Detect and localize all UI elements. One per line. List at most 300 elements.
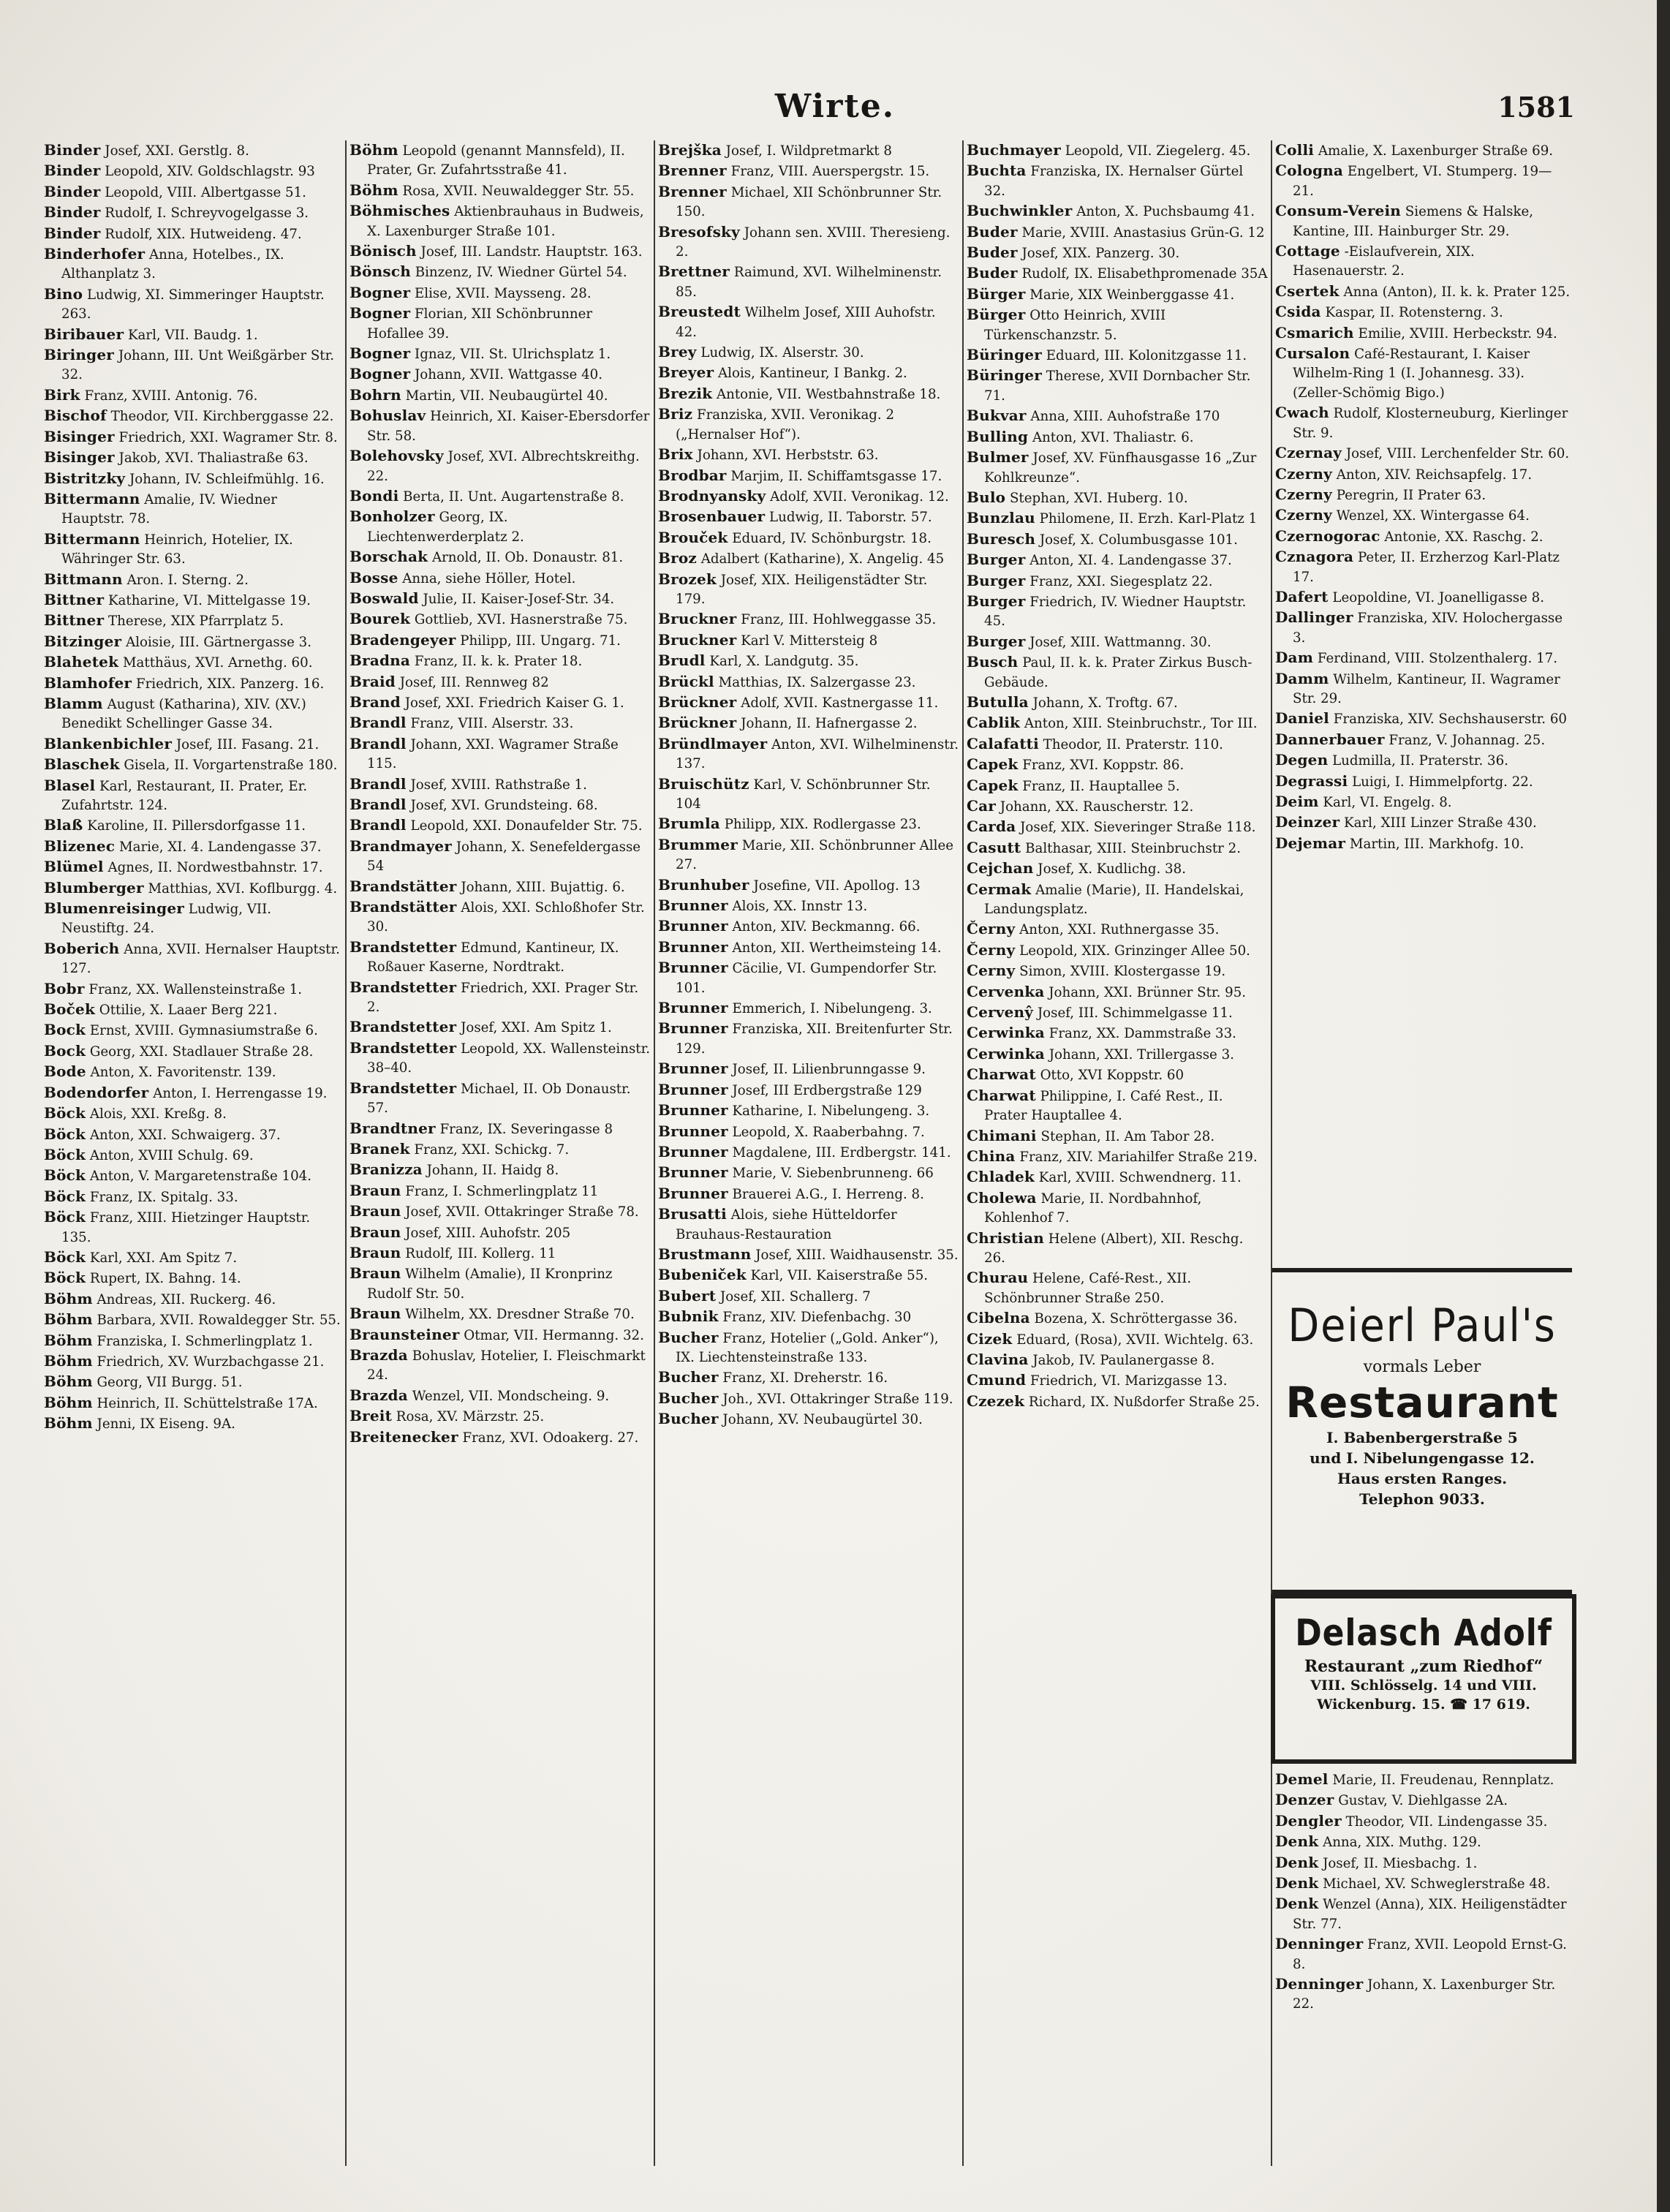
directory-entry — [44, 652, 342, 673]
entry-surname: Buder — [967, 222, 1018, 241]
directory-entry — [1275, 1811, 1572, 1832]
entry-details: Otmar, VII. Hermanng. 32. — [459, 1327, 644, 1343]
entry-details: Jenni, IX Eiseng. 9A. — [92, 1416, 235, 1432]
entry-details: Marie, XI. 4. Landengasse 37. — [115, 839, 322, 855]
directory-entry — [44, 815, 342, 836]
entry-surname: Brozek — [658, 570, 717, 588]
entry-surname: Blamhofer — [44, 673, 132, 692]
entry-surname: Brandstetter — [350, 1038, 457, 1057]
entry-surname: Bock — [44, 1041, 86, 1060]
directory-entry — [350, 1119, 651, 1139]
entry-details: Johann sen. XVIII. Theresieng. 2. — [676, 224, 951, 260]
entry-details: Ludmilla, II. Praterstr. 36. — [1328, 753, 1508, 769]
entry-surname: Brückner — [658, 714, 737, 732]
entry-details: Franz, XX. Wallensteinstraße 1. — [84, 981, 303, 997]
entry-surname: Czernogorac — [1275, 526, 1380, 545]
directory-entry — [350, 978, 651, 1018]
entry-surname: Böck — [44, 1145, 86, 1163]
entry-surname: Braun — [350, 1264, 401, 1283]
entry-surname: Bobr — [44, 979, 85, 997]
directory-entry — [1275, 792, 1572, 812]
directory-entry — [658, 384, 959, 404]
directory-entry — [44, 489, 342, 529]
entry-details: Leopold, X. Raaberbahng. 7. — [728, 1124, 925, 1140]
directory-entry — [967, 550, 1268, 570]
directory-entry — [658, 507, 959, 527]
directory-entry — [1275, 1873, 1572, 1894]
directory-entry — [44, 161, 342, 181]
entry-details: Georg, XXI. Stadlauer Straße 28. — [86, 1043, 314, 1060]
entry-details: Peter, II. Erzherzog Karl-Platz 17. — [1293, 550, 1560, 585]
entry-details: Anton, XVI. Thaliastr. 6. — [1028, 429, 1194, 445]
entry-details: Josef, XIII. Auhofstr. 205 — [401, 1225, 571, 1241]
entry-details: Karl, VII. Baudg. 1. — [124, 327, 258, 343]
entry-details: Wilhelm, Kantineur, II. Wagramer Str. 29. — [1293, 671, 1560, 706]
directory-entry — [658, 140, 959, 161]
directory-entry — [967, 880, 1268, 920]
entry-details: Franz, IX. Severingasse 8 — [435, 1121, 613, 1137]
entry-surname: Böck — [44, 1247, 86, 1266]
entry-surname: Brunner — [658, 1019, 728, 1038]
entry-details: Franz, VIII. Alserstr. 33. — [406, 716, 574, 732]
entry-surname: Bulling — [967, 427, 1029, 445]
entry-details: Alois, siehe Hütteldorfer Brauhaus-Restauration — [676, 1207, 897, 1242]
entry-details: Anton, XIII. Steinbruchstr., Tor III. — [1020, 716, 1258, 732]
directory-entry — [350, 364, 651, 385]
entry-details: Karl V. Mittersteig 8 — [736, 633, 878, 649]
entry-surname: Böck — [44, 1125, 86, 1143]
entry-surname: Churau — [967, 1269, 1029, 1287]
directory-entry — [350, 937, 651, 978]
entry-details: Josef, XXI. Am Spitz 1. — [456, 1020, 612, 1036]
entry-details: Marie, XVIII. Anastasius Grün-G. 12 — [1017, 224, 1265, 241]
entry-details: Wenzel (Anna), XIX. Heiligenstädter Str. 77. — [1293, 1897, 1567, 1932]
entry-surname: Binder — [44, 141, 101, 159]
directory-entry — [1275, 669, 1572, 709]
directory-entry — [967, 1370, 1268, 1391]
entry-details: Friedrich, XV. Wurzbachgasse 21. — [92, 1354, 325, 1370]
entry-details: Josef, II. Lilienbrunngasse 9. — [728, 1062, 926, 1078]
entry-surname: Bogner — [350, 344, 411, 363]
entry-details: Bozena, X. Schröttergasse 36. — [1029, 1311, 1238, 1327]
directory-entry — [658, 548, 959, 569]
entry-details: Josef, III. Rennweg 82 — [395, 674, 549, 690]
directory-entry — [967, 858, 1268, 879]
directory-entry — [967, 592, 1268, 632]
entry-surname: Brandl — [350, 774, 407, 793]
entry-details: Jakob, XVI. Thaliastraße 63. — [114, 450, 309, 467]
directory-entry — [658, 363, 959, 383]
entry-details: Josef, XXI. Friedrich Kaiser G. 1. — [400, 695, 624, 711]
entry-details: Karl, V. Schönbrunner Str. 104 — [676, 777, 931, 812]
entry-details: Josef, XIX. Panzerg. 30. — [1017, 246, 1180, 262]
directory-entry — [658, 937, 959, 958]
directory-entry — [1275, 587, 1572, 608]
entry-details: Friedrich, XIX. Panzerg. 16. — [132, 676, 325, 692]
entry-surname: Buder — [967, 264, 1018, 282]
directory-entry — [350, 446, 651, 486]
entry-surname: Braun — [350, 1181, 401, 1199]
entry-surname: Branek — [350, 1139, 410, 1158]
directory-entry — [967, 652, 1268, 692]
directory-entry — [967, 817, 1268, 837]
entry-surname: Charwat — [967, 1065, 1036, 1084]
directory-entry — [658, 1367, 959, 1388]
entry-surname: Cmund — [967, 1371, 1027, 1389]
entry-surname: Blankenbichler — [44, 734, 173, 752]
directory-entry — [44, 1372, 342, 1392]
entry-surname: China — [967, 1147, 1016, 1165]
entry-surname: Dengler — [1275, 1811, 1342, 1830]
directory-entry — [658, 651, 959, 671]
entry-surname: Bohrn — [350, 385, 401, 404]
entry-details: Amalie, IV. Wiedner Hauptstr. 78. — [61, 491, 277, 527]
entry-details: Stephan, II. Am Tabor 28. — [1036, 1128, 1215, 1144]
directory-column-5 — [1275, 140, 1572, 1259]
directory-entry — [44, 448, 342, 468]
entry-surname: Cwach — [1275, 404, 1329, 422]
entry-details: Franziska, IX. Hernalser Gürtel 32. — [984, 164, 1244, 199]
directory-entry — [1275, 648, 1572, 668]
entry-surname: Bresofsky — [658, 222, 740, 241]
directory-entry — [658, 445, 959, 465]
entry-details: Karl, VII. Kaiserstraße 55. — [746, 1268, 929, 1284]
entry-details: Franz, Hotelier („Gold. Anker“), IX. Liechtensteinstraße 133. — [676, 1330, 939, 1365]
directory-entry — [967, 222, 1268, 243]
entry-details: Wenzel, VII. Mondscheing. 9. — [407, 1388, 610, 1404]
entry-details: Johann, X. Laxenburger Str. 22. — [1293, 1977, 1556, 2012]
entry-details: Julie, II. Kaiser-Josef-Str. 34. — [418, 591, 615, 607]
entry-details: Anton, X. Puchsbaumg 41. — [1072, 204, 1255, 220]
entry-surname: Böck — [44, 1104, 86, 1122]
directory-entry — [967, 427, 1268, 448]
directory-entry — [350, 568, 651, 589]
entry-surname: Blaß — [44, 816, 83, 834]
entry-details: Rosa, XVII. Neuwaldegger Str. 55. — [398, 183, 635, 199]
directory-entry — [658, 1204, 959, 1245]
directory-entry — [967, 940, 1268, 961]
entry-details: Josef, XIX. Sieveringer Straße 118. — [1016, 820, 1256, 836]
entry-details: Cäcilie, VI. Gumpendorfer Str. 101. — [676, 961, 937, 996]
directory-entry — [658, 404, 959, 445]
entry-surname: Cerny — [967, 962, 1016, 980]
entry-surname: Bönisch — [350, 242, 417, 260]
entry-details: Peregrin, II Prater 63. — [1331, 487, 1486, 503]
entry-surname: Büringer — [967, 366, 1042, 385]
entry-details: Johann, II. Haidg 8. — [422, 1163, 559, 1179]
directory-entry — [967, 796, 1268, 817]
directory-entry — [967, 571, 1268, 592]
entry-surname: Czezek — [967, 1392, 1025, 1410]
entry-surname: Braunsteiner — [350, 1325, 460, 1343]
entry-details: Josef, XIII. Waidhausenstr. 35. — [751, 1247, 959, 1263]
entry-surname: Brückl — [658, 672, 714, 690]
entry-surname: Boberich — [44, 939, 120, 957]
entry-surname: Casutt — [967, 838, 1021, 856]
entry-surname: Büringer — [967, 346, 1042, 364]
entry-details: Anna, siehe Höller, Hotel. — [398, 570, 576, 586]
directory-entry — [44, 776, 342, 816]
entry-surname: Bründlmayer — [658, 734, 768, 752]
entry-surname: Bubert — [658, 1286, 717, 1305]
directory-entry — [967, 140, 1268, 161]
entry-details: Franz, XXI. Siegesplatz 22. — [1025, 573, 1213, 589]
entry-details: Aloisie, III. Gärtnergasse 3. — [121, 634, 311, 650]
directory-entry — [44, 1413, 342, 1434]
entry-surname: Bistritzky — [44, 469, 126, 487]
entry-surname: Brandl — [350, 816, 407, 834]
directory-entry — [658, 1019, 959, 1059]
entry-details: Anton, XIV. Beckmanng. 66. — [728, 919, 921, 935]
entry-surname: Brodbar — [658, 466, 727, 484]
entry-surname: Brunner — [658, 1060, 728, 1078]
entry-details: Karl, XIII Linzer Straße 430. — [1340, 815, 1537, 831]
directory-entry — [658, 262, 959, 302]
directory-entry — [658, 609, 959, 630]
entry-details: Karl, XXI. Am Spitz 7. — [86, 1250, 238, 1266]
entry-details: Balthasar, XIII. Steinbruchstr 2. — [1021, 840, 1242, 856]
entry-surname: Colli — [1275, 141, 1315, 159]
entry-surname: Brazda — [350, 1345, 408, 1364]
entry-surname: Böhm — [44, 1373, 93, 1391]
directory-entry — [658, 814, 959, 834]
entry-details: Adalbert (Katharine), X. Angelig. 45 — [696, 551, 945, 567]
entry-surname: Brandstetter — [350, 978, 457, 996]
entry-surname: Böhm — [44, 1393, 93, 1411]
directory-entry — [967, 1126, 1268, 1147]
entry-surname: Brandstetter — [350, 937, 457, 956]
entry-details: Alois, Kantineur, I Bankg. 2. — [714, 366, 907, 382]
entry-details: Bohuslav, Hotelier, I. Fleischmarkt 24. — [367, 1348, 646, 1384]
entry-surname: Cznagora — [1275, 548, 1354, 566]
ad-deierl-address-1: I. Babenbergerstraße 5 — [1326, 1429, 1518, 1446]
directory-entry — [1275, 201, 1572, 241]
entry-details: Leopold, VIII. Albertgasse 51. — [100, 184, 306, 200]
entry-details: Anton, XXI. Schwaigerg. 37. — [86, 1127, 281, 1143]
entry-details: Amalie, X. Laxenburger Straße 69. — [1314, 143, 1554, 159]
entry-details: -Eislaufverein, XIX. Hasenauerstr. 2. — [1293, 244, 1475, 279]
directory-entry — [44, 469, 342, 489]
entry-surname: Breyer — [658, 363, 714, 382]
entry-details: Johann, II. Hafnergasse 2. — [736, 716, 918, 732]
directory-entry — [658, 302, 959, 342]
entry-surname: Czernay — [1275, 444, 1342, 462]
directory-entry — [44, 1393, 342, 1413]
directory-entry — [44, 979, 342, 1000]
entry-surname: Branizza — [350, 1160, 423, 1179]
directory-entry — [44, 1247, 342, 1268]
entry-details: Marjim, II. Schiffamtsgasse 17. — [726, 468, 942, 484]
entry-surname: Cablik — [967, 714, 1021, 732]
directory-entry — [44, 590, 342, 611]
entry-surname: Dejemar — [1275, 834, 1346, 852]
entry-surname: Bogner — [350, 283, 411, 301]
directory-entry — [967, 755, 1268, 775]
entry-surname: Blumenreisinger — [44, 899, 184, 918]
directory-entry — [967, 508, 1268, 529]
entry-details: Josef, VIII. Lerchenfelder Str. 60. — [1342, 446, 1570, 462]
directory-entry — [1275, 464, 1572, 485]
entry-details: Joh., XVI. Ottakringer Straße 119. — [718, 1391, 953, 1407]
entry-details: Amalie (Marie), II. Handelskai, Landungsplatz. — [984, 882, 1244, 918]
entry-details: Karl, XVIII. Schwendnerg. 11. — [1034, 1170, 1242, 1186]
entry-details: Binzenz, IV. Wiedner Gürtel 54. — [410, 265, 627, 281]
directory-entry — [350, 283, 651, 303]
entry-surname: Brunner — [658, 1184, 728, 1202]
entry-surname: Brandmayer — [350, 837, 452, 855]
directory-entry — [44, 224, 342, 244]
directory-entry — [350, 713, 651, 733]
entry-details: Anton, XIV. Reichsapfelg. 17. — [1331, 467, 1533, 483]
entry-surname: Černy — [967, 940, 1016, 959]
entry-surname: Bino — [44, 284, 83, 303]
entry-surname: Bittermann — [44, 489, 140, 507]
entry-surname: Denk — [1275, 1874, 1319, 1892]
entry-surname: Brandl — [350, 734, 407, 752]
entry-details: Leopold, XXI. Donaufelder Str. 75. — [406, 818, 643, 834]
entry-details: Heinrich, XI. Kaiser-Ebersdorfer Str. 58. — [367, 409, 650, 444]
directory-entry — [44, 1125, 342, 1145]
entry-details: Johann, XXI. Trillergasse 3. — [1044, 1046, 1234, 1062]
directory-entry — [350, 1243, 651, 1264]
directory-entry — [967, 632, 1268, 652]
entry-surname: Böck — [44, 1166, 86, 1185]
entry-details: Rupert, IX. Bahng. 14. — [86, 1271, 241, 1287]
entry-surname: Carda — [967, 818, 1016, 836]
directory-entry — [658, 1409, 959, 1430]
entry-details: Franz, XI. Dreherstr. 16. — [718, 1370, 888, 1386]
entry-surname: Bourek — [350, 610, 411, 628]
entry-details: Marie, XIX Weinberggasse 41. — [1025, 287, 1235, 303]
entry-details: Johann, XVI. Herbststr. 63. — [692, 448, 879, 464]
directory-entry — [658, 1184, 959, 1204]
directory-entry — [350, 140, 651, 181]
entry-details: Paul, II. k. k. Prater Zirkus Busch-Gebäude. — [984, 655, 1252, 690]
entry-surname: Buchwinkler — [967, 202, 1073, 220]
scan-edge — [1657, 0, 1670, 2212]
directory-entry — [350, 406, 651, 446]
entry-details: Johann, XIII. Bujattig. 6. — [456, 879, 625, 895]
directory-entry — [350, 897, 651, 937]
directory-entry — [967, 1308, 1268, 1329]
directory-entry — [967, 1188, 1268, 1228]
ad-deierl-phone: Telephon 9033. — [1359, 1490, 1485, 1508]
entry-details: Franz, IX. Spitalg. 33. — [86, 1189, 238, 1205]
entry-surname: Bolehovsky — [350, 447, 444, 465]
directory-entry — [658, 1142, 959, 1163]
directory-entry — [658, 896, 959, 916]
directory-entry — [350, 486, 651, 507]
directory-entry — [967, 1023, 1268, 1043]
entry-surname: Brustmann — [658, 1245, 752, 1263]
directory-entry — [350, 303, 651, 344]
directory-entry — [967, 1003, 1268, 1023]
entry-surname: Böhm — [44, 1289, 93, 1307]
entry-details: Marie, XII. Schönbrunner Allee 27. — [676, 837, 953, 873]
entry-details: Gustav, V. Diehlgasse 2A. — [1334, 1793, 1508, 1809]
directory-entry — [350, 1139, 651, 1160]
entry-surname: Bruischütz — [658, 774, 749, 793]
entry-surname: Brunner — [658, 1122, 728, 1140]
entry-surname: Braid — [350, 672, 396, 690]
entry-surname: Bode — [44, 1062, 86, 1081]
entry-details: Eduard, III. Kolonitzgasse 11. — [1041, 348, 1247, 364]
entry-details: Gottlieb, XVI. Hasnerstraße 75. — [410, 612, 628, 628]
directory-entry — [44, 427, 342, 448]
entry-details: Josef, XIX. Heiligenstädter Str. 179. — [676, 572, 928, 607]
directory-entry — [44, 939, 342, 979]
entry-surname: Brudl — [658, 652, 706, 670]
entry-details: Adolf, XVII. Veronikag. 12. — [766, 488, 949, 505]
directory-entry — [967, 406, 1268, 426]
entry-details: Otto Heinrich, XVIII Türkenschanzstr. 5. — [984, 308, 1166, 343]
entry-surname: Brezik — [658, 384, 713, 402]
directory-entry — [44, 837, 342, 857]
entry-details: Adolf, XVII. Kastnergasse 11. — [736, 695, 939, 711]
entry-surname: Brandstetter — [350, 1079, 457, 1097]
entry-details: Siemens & Halske, Kantine, III. Hainburger Str. 29. — [1293, 204, 1534, 239]
entry-surname: Bohuslav — [350, 407, 426, 425]
directory-entry — [350, 262, 651, 282]
entry-surname: Bubeniček — [658, 1266, 747, 1284]
directory-entry — [658, 916, 959, 937]
directory-entry — [658, 222, 959, 263]
entry-surname: Braun — [350, 1305, 401, 1323]
directory-entry — [44, 1041, 342, 1062]
entry-surname: Brusatti — [658, 1205, 727, 1223]
entry-details: Johann, XV. Neubaugürtel 30. — [718, 1412, 923, 1428]
entry-surname: Capek — [967, 755, 1019, 774]
entry-surname: Böhm — [44, 1331, 93, 1349]
entry-surname: Binderhofer — [44, 245, 146, 263]
entry-details: Rudolf, XIX. Hutweideng. 47. — [100, 226, 302, 242]
ad-delasch-address-2: Wickenburg. 15. ☎ 17 619. — [1317, 1696, 1530, 1713]
entry-details: Agnes, II. Nordwestbahnstr. 17. — [103, 860, 323, 876]
entry-surname: Daniel — [1275, 709, 1329, 728]
entry-details: Marie, V. Siebenbrunneng. 66 — [728, 1166, 934, 1182]
entry-details: Leopold, XIX. Grinzinger Allee 50. — [1015, 943, 1250, 959]
entry-details: Michael, XV. Schweglerstraße 48. — [1318, 1876, 1551, 1892]
directory-entry — [350, 1017, 651, 1038]
directory-entry — [967, 161, 1268, 201]
entry-details: Josef, XIII. Wattmanng. 30. — [1025, 634, 1212, 650]
directory-entry — [44, 878, 342, 899]
entry-surname: Brandtner — [350, 1119, 436, 1137]
directory-entry — [44, 1103, 342, 1124]
directory-entry — [350, 1181, 651, 1201]
advertisement-deierl — [1272, 1268, 1572, 1594]
entry-surname: Cervenka — [967, 982, 1045, 1000]
entry-details: Berta, II. Unt. Augartenstraße 8. — [398, 488, 624, 505]
entry-details: Wilhelm Josef, XIII Auhofstr. 42. — [676, 305, 936, 340]
entry-surname: Bonholzer — [350, 507, 435, 526]
directory-entry — [658, 1163, 959, 1183]
entry-surname: Broz — [658, 549, 697, 567]
directory-entry — [967, 345, 1268, 366]
entry-surname: Borschak — [350, 548, 428, 566]
entry-details: Josef, X. Columbusgasse 101. — [1035, 532, 1238, 548]
entry-details: Anton, XXI. Ruthnergasse 35. — [1015, 922, 1220, 938]
directory-entry — [44, 203, 342, 223]
entry-details: Helene, Café-Rest., XII. Schönbrunner Straße 250. — [984, 1271, 1192, 1306]
entry-details: Aron. I. Sterng. 2. — [122, 572, 249, 588]
entry-surname: Brunner — [658, 937, 728, 956]
entry-surname: Degen — [1275, 751, 1329, 769]
entry-details: Ottilie, X. Laaer Berg 221. — [95, 1003, 278, 1019]
entry-surname: Bradna — [350, 652, 411, 670]
entry-surname: Deim — [1275, 793, 1319, 810]
directory-entry — [658, 466, 959, 486]
